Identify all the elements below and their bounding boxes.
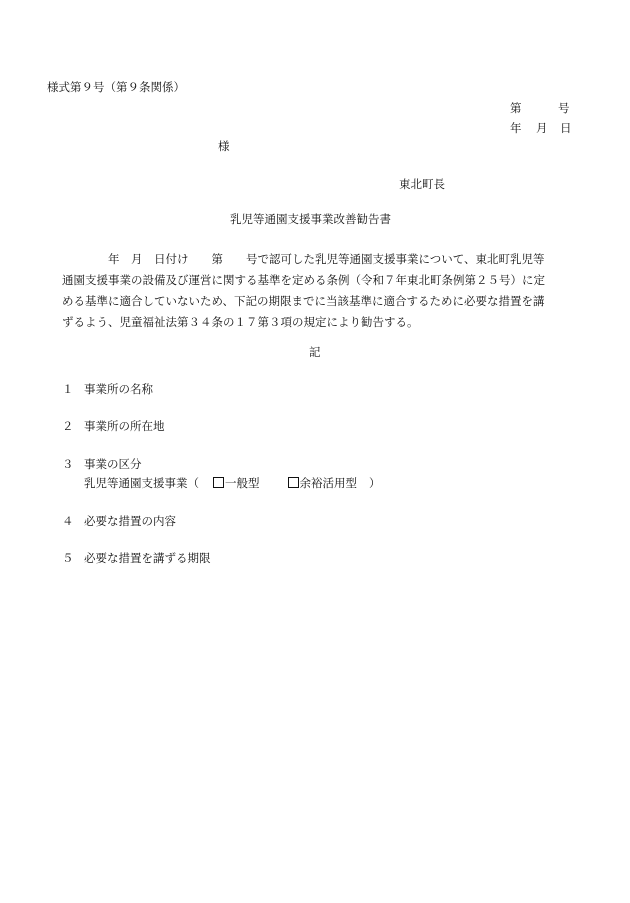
body-paragraph	[62, 249, 588, 333]
number-gou: 号	[558, 101, 570, 115]
general-type-label: 一般型	[225, 476, 260, 490]
date-tsuki: 月	[536, 121, 548, 135]
item-5-number: ５	[62, 551, 74, 565]
general-type-checkbox[interactable]	[213, 477, 224, 488]
body-line-2: 通園支援事業の設備及び運営に関する基準を定める条例（令和７年東北町条例第２５号）に定	[62, 273, 545, 287]
item-4-label: 必要な措置の内容	[84, 514, 176, 528]
item-3-label: 事業の区分	[84, 457, 142, 471]
item-4-number: ４	[62, 514, 74, 528]
item-3-number: ３	[62, 457, 74, 471]
surplus-type-label: 余裕活用型	[299, 476, 357, 490]
business-type-suffix: ）	[369, 476, 381, 490]
surplus-type-checkbox[interactable]	[288, 477, 299, 488]
date-nen: 年	[510, 121, 522, 135]
item-1-label: 事業所の名称	[84, 382, 153, 396]
business-type-prefix: 乳児等通園支援事業（	[84, 476, 199, 490]
sender-name: 東北町長	[399, 177, 445, 191]
business-type-row	[84, 476, 381, 491]
body-line-4: ずるよう、児童福祉法第３４条の１７第３項の規定により勧告する。	[62, 315, 419, 329]
body-line-1: 年 月 日付け 第 号で認可した乳児等通園支援事業について、東北町乳児等	[108, 252, 545, 266]
form-label: 様式第９号（第９条関係）	[47, 80, 185, 94]
body-line-3: める基準に適合していないため、下記の期限までに当該基準に適合するために必要な措置を講	[62, 294, 545, 308]
ki-heading: 記	[309, 345, 321, 359]
date-hi: 日	[560, 121, 572, 135]
item-2-label: 事業所の所在地	[84, 419, 165, 433]
document-title: 乳児等通園支援事業改善勧告書	[230, 212, 391, 226]
item-5-label: 必要な措置を講ずる期限	[84, 551, 211, 565]
number-dai: 第	[510, 101, 522, 115]
item-2-number: ２	[62, 419, 74, 433]
addressee-suffix: 様	[218, 139, 230, 153]
item-1-number: １	[62, 382, 74, 396]
